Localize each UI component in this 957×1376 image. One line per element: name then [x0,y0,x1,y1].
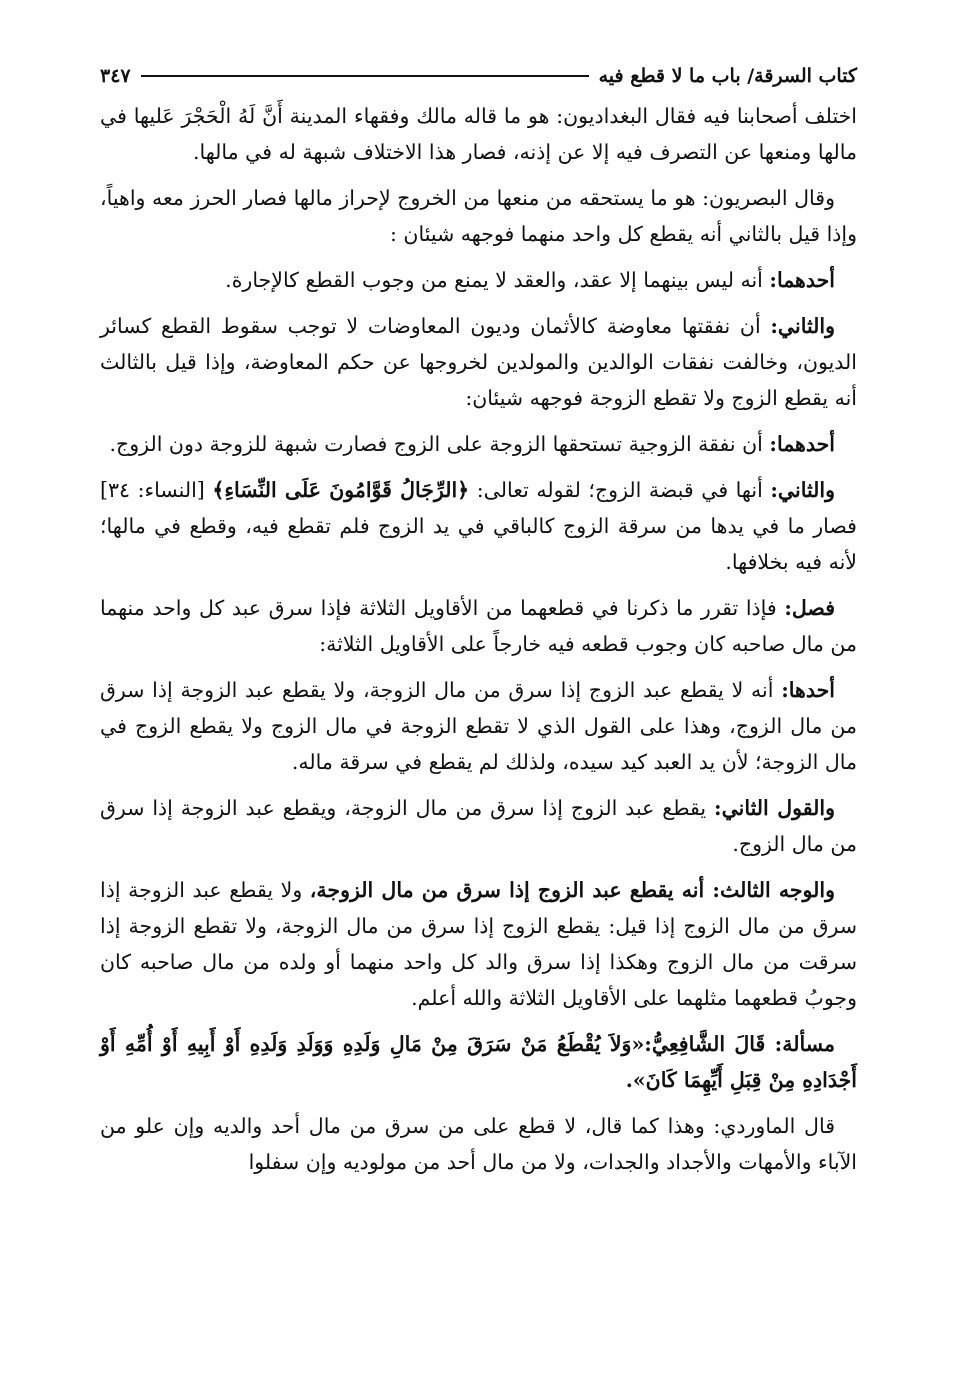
header-rule [141,75,589,77]
paragraph-lead: مسألة: قَالَ الشَّافِعِيُّ: [644,1032,835,1056]
paragraph-lead: والوجه الثالث: أنه يقطع عبد الزوج إذا سرق من مال الزوجة، [309,878,835,902]
paragraph-lead: والثاني: [770,478,835,502]
paragraph-12 [100,1108,857,1180]
paragraph-8 [100,672,857,780]
paragraph-text: يقطع عبد الزوج إذا سرق من مال الزوجة، ويقطع عبد الزوجة إذا سرق من مال الزوج. [100,796,857,856]
paragraph-7 [100,590,857,662]
paragraph-6 [100,472,857,580]
paragraph-lead: أحدها: [781,678,835,702]
paragraph-text: [النساء: ٣٤] فصار ما في يدها من سرقة الزوج كالباقي في يد الزوج فلم تقطع فيه، وقطع في مالها؛ لأنه فيه بخلافها. [100,478,857,574]
paragraph-4 [100,308,857,416]
paragraph-text: أنه لا يقطع عبد الزوج إذا سرق من مال الزوجة، ولا يقطع عبد الزوجة إذا سرق من مال الزوج، وهذا على القول الذي لا تقطع الزوجة في مال الزوج ولا يقطع الزوج في مال الزوجة؛ لأن يد العبد كيد سيده، ولذلك لم يقطع في سرقة ماله. [100,678,857,774]
paragraph-text: أن نفقة الزوجية تستحقها الزوجة على الزوج فصارت شبهة للزوجة دون الزوج. [109,432,770,456]
paragraph-5 [100,426,857,462]
quran-verse: «وَلاَ يُقْطَعُ مَنْ سَرَقَ مِنْ مَالِ وَلَدِهِ وَوَلَدِ وَلَدِهِ أَوْ أَبِيهِ أَوْ أُمِّهِ أَوْ أَجْدَادِهِ مِنْ قِبَلِ أَيِّهِمَا كَانَ». [100,1032,857,1092]
paragraph-text: أن نفقتها معاوضة كالأثمان وديون المعاوضات لا توجب سقوط القطع كسائر الديون، وخالفت نفقات الوالدين والمولدين لخروجها عن حكم المعاوضة، وإذا قيل بالثالث أنه يقطع الزوج ولا تقطع الزوجة فوجهه شيئان: [100,314,858,410]
paragraph-2 [100,180,857,252]
paragraph-lead: والثاني: [770,314,835,338]
running-header [100,62,857,90]
paragraph-text: فإذا تقرر ما ذكرنا في قطعهما من الأقاويل الثلاثة فإذا سرق عبد كل واحد منهما من مال صاحبه كان وجوب قطعه فيه خارجاً على الأقاويل الثلاثة: [100,596,857,656]
paragraph-10 [100,872,857,1016]
paragraph-text: قال الماوردي: وهذا كما قال، لا قطع على من سرق من مال أحد والديه وإن علو من الآباء والأمهات والأجداد والجدات، ولا من مال أحد من مولوديه وإن سفلوا [100,1114,857,1174]
paragraph-lead: أحدهما: [769,268,835,292]
paragraph-text: وقال البصريون: هو ما يستحقه من منعها من الخروج لإحراز مالها فصار الحرز معه واهياً، وإذا قيل بالثاني أنه يقطع كل واحد منهما فوجهه شيئان : [100,186,857,246]
paragraph-text: اختلف أصحابنا فيه فقال البغداديون: هو ما قاله مالك وفقهاء المدينة أَنَّ لَهُ الْحَجْرَ عَليها في مالها ومنعها عن التصرف فيه إلا عن إذنه، فصار هذا الاختلاف شبهة له في مالها. [100,104,857,164]
paragraph-1 [100,98,857,170]
paragraph-lead: أحدهما: [769,432,835,456]
paragraph-text: ولا يقطع عبد الزوجة إذا سرق من مال الزوج إذا قيل: يقطع الزوج إذا سرق من مال الزوجة، ولا تقطع الزوجة إذا سرقت من مال الزوج وهكذا إذا سرق والد كل واحد منهما أو ولده من مال صاحبه كان وجوبُ قطعهما مثلهما على الأقاويل الثلاثة والله أعلم. [100,878,857,1010]
header-title: كتاب السرقة/ باب ما لا قطع فيه [598,65,857,87]
paragraph-9 [100,790,857,862]
paragraph-text: أنها في قبضة الزوج؛ لقوله تعالى: [469,478,771,502]
page-number: ٣٤٧ [100,65,131,87]
paragraph-3 [100,262,857,298]
quran-verse: ﴿الرِّجَالُ قَوَّامُونَ عَلَى النِّسَاءِ﴾ [212,478,470,502]
paragraph-lead: والقول الثاني: [714,796,835,820]
paragraph-text: أنه ليس بينهما إلا عقد، والعقد لا يمنع من وجوب القطع كالإجارة. [225,268,770,292]
paragraph-11 [100,1026,857,1098]
paragraph-lead: فصل: [784,596,835,620]
